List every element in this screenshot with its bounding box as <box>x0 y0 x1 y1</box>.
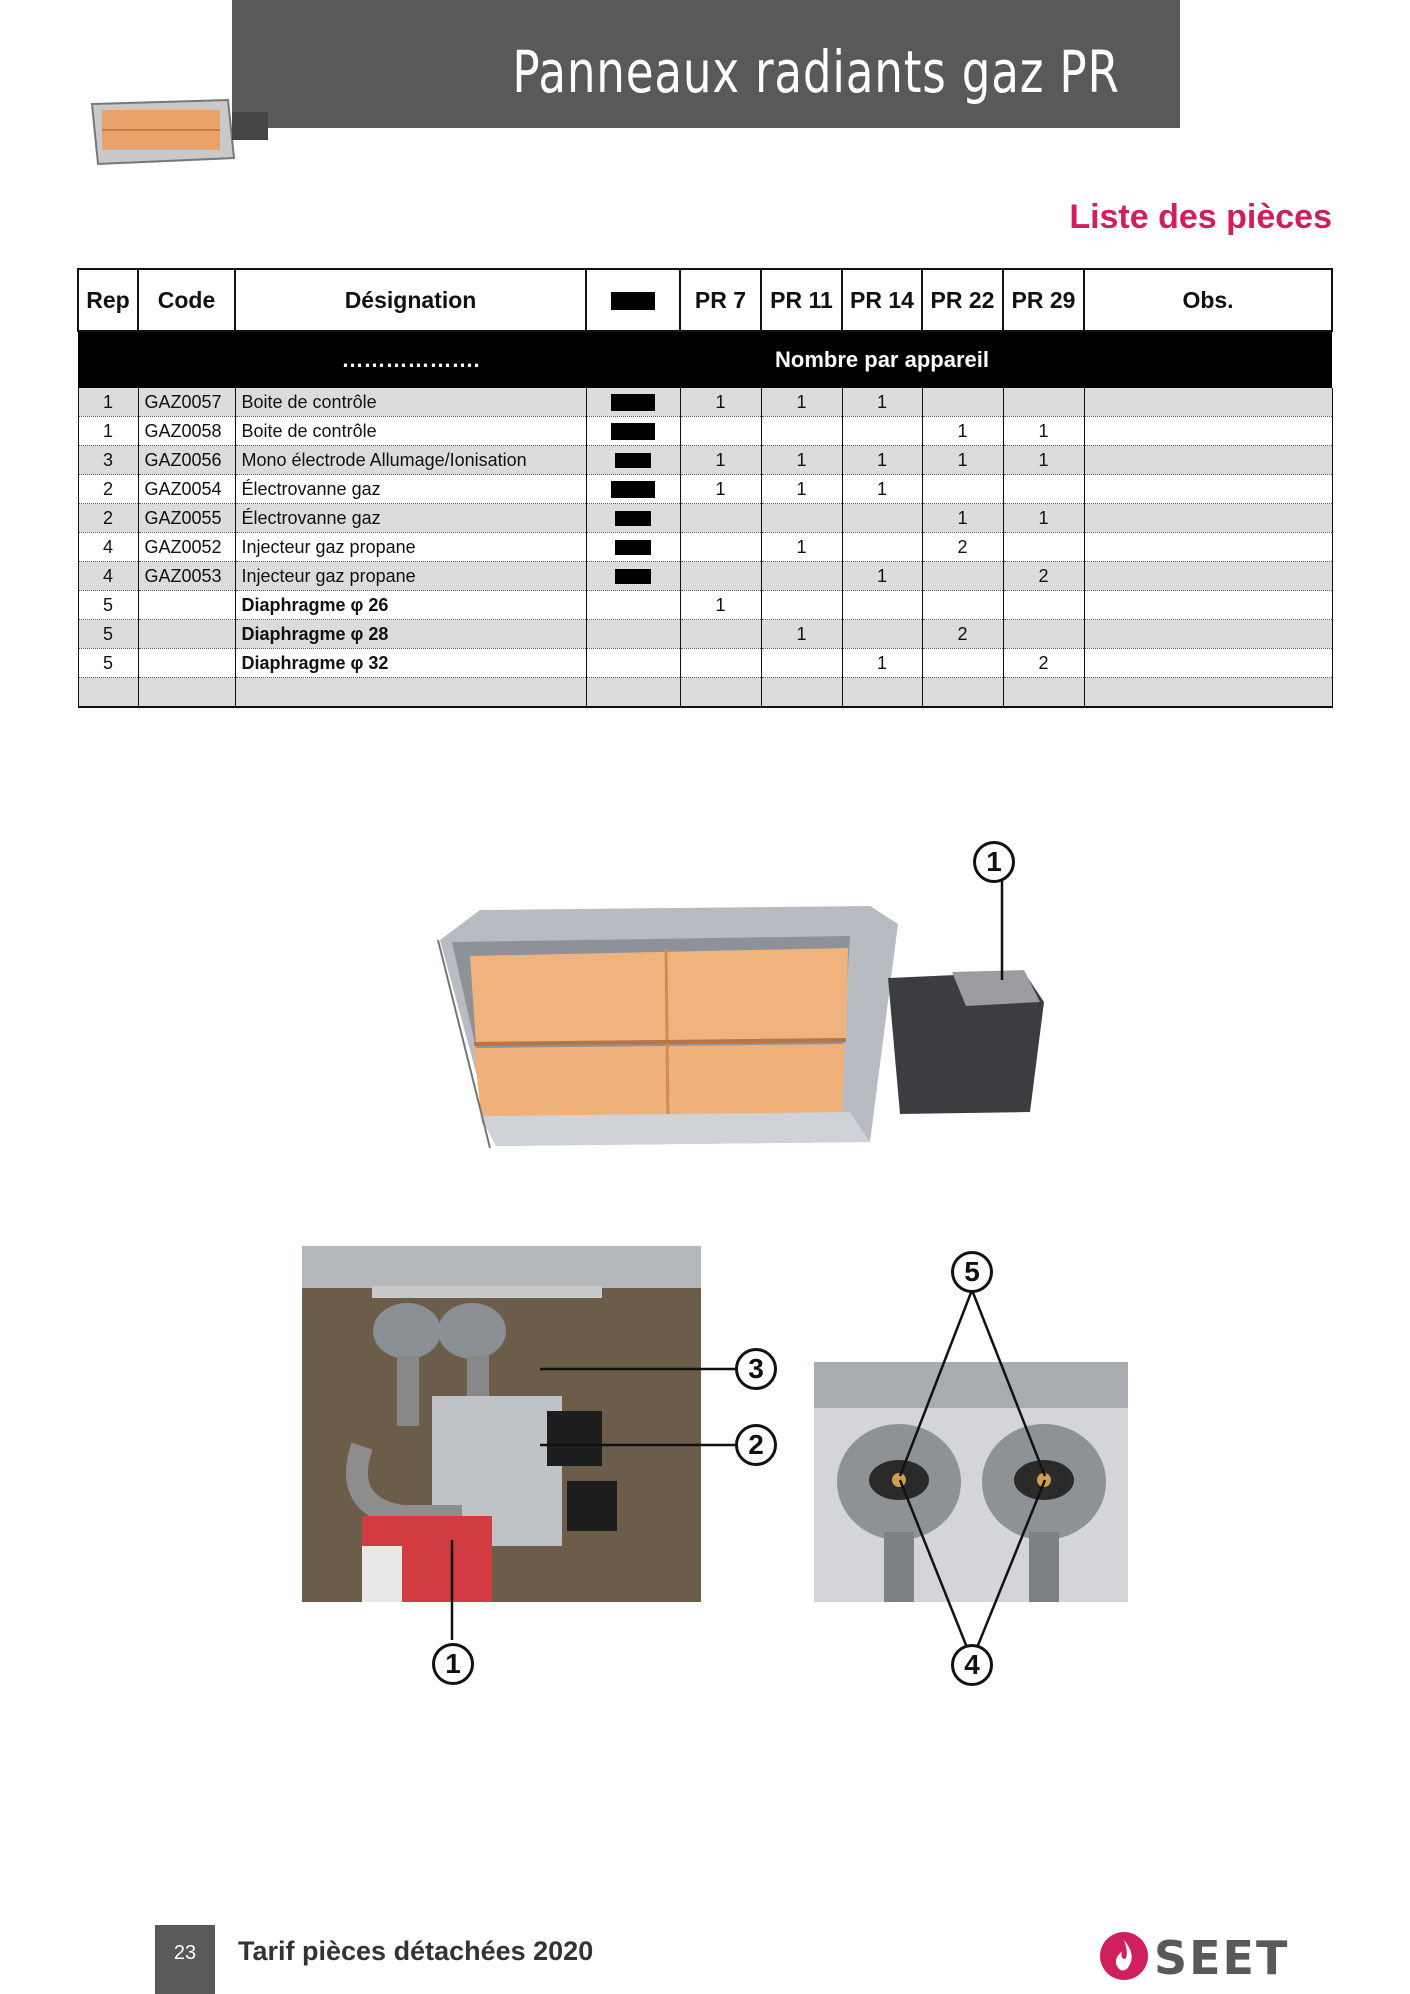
cell-pr22: 2 <box>922 620 1003 649</box>
callout-4: 4 <box>951 1644 993 1686</box>
col-code: Code <box>138 269 235 331</box>
brand-wordmark: SEET <box>1154 1931 1290 1984</box>
cell-pr22: 1 <box>922 446 1003 475</box>
cell-marker <box>586 388 680 417</box>
cell-code: GAZ0058 <box>138 417 235 446</box>
redacted-marker <box>611 292 655 310</box>
redacted-marker <box>611 423 655 440</box>
parts-table <box>77 268 1333 708</box>
cell-pr7 <box>680 533 761 562</box>
cell-pr14: 1 <box>842 446 922 475</box>
cell-pr11: 1 <box>761 388 842 417</box>
title-banner <box>232 0 1180 128</box>
cell-rep: 2 <box>78 504 138 533</box>
cell-obs <box>1084 649 1332 678</box>
cell-pr29 <box>1003 475 1084 504</box>
col-pr7: PR 7 <box>680 269 761 331</box>
cell-pr29: 1 <box>1003 504 1084 533</box>
cell-pr14: 1 <box>842 649 922 678</box>
redacted-marker <box>615 511 651 526</box>
callout-2: 2 <box>735 1424 777 1466</box>
table-row <box>78 591 1332 620</box>
heater-thumbnail <box>88 98 278 166</box>
heater-photo <box>430 830 1060 1160</box>
cell-obs <box>1084 562 1332 591</box>
callout-3: 3 <box>735 1348 777 1390</box>
cell-pr22 <box>922 562 1003 591</box>
cell-pr29 <box>1003 533 1084 562</box>
callout-1-bottom: 1 <box>432 1643 474 1685</box>
cell-empty <box>842 678 922 708</box>
cell-pr14: 1 <box>842 562 922 591</box>
cell-pr29: 1 <box>1003 446 1084 475</box>
cell-empty <box>761 678 842 708</box>
cell-marker <box>586 475 680 504</box>
cell-designation: Injecteur gaz propane <box>235 562 586 591</box>
cell-marker <box>586 562 680 591</box>
cell-empty <box>1084 678 1332 708</box>
cell-pr7 <box>680 649 761 678</box>
cell-pr11 <box>761 562 842 591</box>
cell-pr7: 1 <box>680 475 761 504</box>
section-title: Liste des pièces <box>1069 198 1332 236</box>
cell-rep: 1 <box>78 417 138 446</box>
cell-designation: Mono électrode Allumage/Ionisation <box>235 446 586 475</box>
cell-pr29: 1 <box>1003 417 1084 446</box>
cell-pr7: 1 <box>680 591 761 620</box>
page-title: Panneaux radiants gaz PR <box>512 38 1120 106</box>
cell-designation: Diaphragme φ 32 <box>235 649 586 678</box>
cell-pr14: 1 <box>842 475 922 504</box>
cell-pr11 <box>761 591 842 620</box>
table-row <box>78 417 1332 446</box>
cell-designation: Boite de contrôle <box>235 417 586 446</box>
cell-pr11: 1 <box>761 475 842 504</box>
cell-code: GAZ0057 <box>138 388 235 417</box>
cell-pr29: 2 <box>1003 649 1084 678</box>
callout-5: 5 <box>951 1251 993 1293</box>
cell-code <box>138 620 235 649</box>
col-marker <box>586 269 680 331</box>
cell-code <box>138 649 235 678</box>
cell-code: GAZ0052 <box>138 533 235 562</box>
cell-empty <box>922 678 1003 708</box>
cell-obs <box>1084 388 1332 417</box>
cell-pr7: 1 <box>680 446 761 475</box>
cell-marker <box>586 417 680 446</box>
band-label: Nombre par appareil <box>680 331 1084 388</box>
cell-rep: 2 <box>78 475 138 504</box>
cell-designation: Boite de contrôle <box>235 388 586 417</box>
cell-marker <box>586 446 680 475</box>
table-row <box>78 533 1332 562</box>
cell-pr29: 2 <box>1003 562 1084 591</box>
table-row <box>78 620 1332 649</box>
cell-marker <box>586 504 680 533</box>
table-header-row <box>78 269 1332 331</box>
table-row <box>78 475 1332 504</box>
cell-pr14 <box>842 591 922 620</box>
table-row-empty <box>78 678 1332 708</box>
cell-marker <box>586 591 680 620</box>
cell-pr11: 1 <box>761 533 842 562</box>
cell-designation: Injecteur gaz propane <box>235 533 586 562</box>
cell-pr22: 1 <box>922 504 1003 533</box>
cell-designation: Diaphragme φ 26 <box>235 591 586 620</box>
cell-obs <box>1084 533 1332 562</box>
cell-pr22 <box>922 591 1003 620</box>
cell-rep: 5 <box>78 591 138 620</box>
cell-empty <box>586 678 680 708</box>
col-designation: Désignation <box>235 269 586 331</box>
table-row <box>78 562 1332 591</box>
col-pr22: PR 22 <box>922 269 1003 331</box>
callout-1-top: 1 <box>973 841 1015 883</box>
cell-code: GAZ0056 <box>138 446 235 475</box>
callout-lines-4-5 <box>860 1290 1080 1660</box>
cell-pr14 <box>842 504 922 533</box>
cell-obs <box>1084 591 1332 620</box>
cell-pr22: 2 <box>922 533 1003 562</box>
seet-logo <box>1096 1928 1336 1984</box>
cell-pr29 <box>1003 620 1084 649</box>
cell-pr7 <box>680 417 761 446</box>
cell-empty <box>235 678 586 708</box>
col-rep: Rep <box>78 269 138 331</box>
redacted-marker <box>611 394 655 411</box>
cell-pr22 <box>922 649 1003 678</box>
table-row <box>78 388 1332 417</box>
cell-obs <box>1084 504 1332 533</box>
footer-title: Tarif pièces détachées 2020 <box>238 1936 594 1966</box>
cell-code: GAZ0054 <box>138 475 235 504</box>
cell-pr29 <box>1003 388 1084 417</box>
cell-pr7 <box>680 504 761 533</box>
cell-rep: 5 <box>78 649 138 678</box>
cell-empty <box>1003 678 1084 708</box>
cell-rep: 4 <box>78 533 138 562</box>
table-row <box>78 446 1332 475</box>
table-row <box>78 649 1332 678</box>
col-obs: Obs. <box>1084 269 1332 331</box>
cell-pr14 <box>842 620 922 649</box>
redacted-marker <box>615 540 651 555</box>
cell-pr11 <box>761 649 842 678</box>
cell-obs <box>1084 620 1332 649</box>
cell-rep: 4 <box>78 562 138 591</box>
cell-code <box>138 591 235 620</box>
cell-empty <box>138 678 235 708</box>
table-band-row <box>78 331 1332 388</box>
cell-pr14 <box>842 417 922 446</box>
cell-designation: Électrovanne gaz <box>235 475 586 504</box>
cell-marker <box>586 533 680 562</box>
col-pr11: PR 11 <box>761 269 842 331</box>
cell-rep: 1 <box>78 388 138 417</box>
callout-line-1 <box>995 880 1009 980</box>
cell-empty <box>680 678 761 708</box>
cell-pr7: 1 <box>680 388 761 417</box>
cell-obs <box>1084 475 1332 504</box>
cell-pr14: 1 <box>842 388 922 417</box>
cell-code: GAZ0055 <box>138 504 235 533</box>
cell-marker <box>586 649 680 678</box>
cell-pr14 <box>842 533 922 562</box>
table-row <box>78 504 1332 533</box>
callout-lines-2-3 <box>540 1360 740 1450</box>
cell-pr11: 1 <box>761 446 842 475</box>
cell-pr22: 1 <box>922 417 1003 446</box>
page-number: 23 <box>155 1925 215 1994</box>
cell-rep: 5 <box>78 620 138 649</box>
cell-pr7 <box>680 562 761 591</box>
band-dots: ………………. <box>235 331 586 388</box>
cell-designation: Diaphragme φ 28 <box>235 620 586 649</box>
cell-pr22 <box>922 475 1003 504</box>
cell-pr11: 1 <box>761 620 842 649</box>
redacted-marker <box>611 481 655 498</box>
cell-code: GAZ0053 <box>138 562 235 591</box>
cell-designation: Électrovanne gaz <box>235 504 586 533</box>
col-pr29: PR 29 <box>1003 269 1084 331</box>
cell-pr22 <box>922 388 1003 417</box>
cell-pr11 <box>761 417 842 446</box>
redacted-marker <box>615 453 651 468</box>
callout-line-1-bottom <box>447 1540 457 1640</box>
redacted-marker <box>615 569 651 584</box>
cell-obs <box>1084 417 1332 446</box>
cell-empty <box>78 678 138 708</box>
cell-pr29 <box>1003 591 1084 620</box>
cell-rep: 3 <box>78 446 138 475</box>
cell-pr7 <box>680 620 761 649</box>
col-pr14: PR 14 <box>842 269 922 331</box>
cell-pr11 <box>761 504 842 533</box>
cell-marker <box>586 620 680 649</box>
cell-obs <box>1084 446 1332 475</box>
